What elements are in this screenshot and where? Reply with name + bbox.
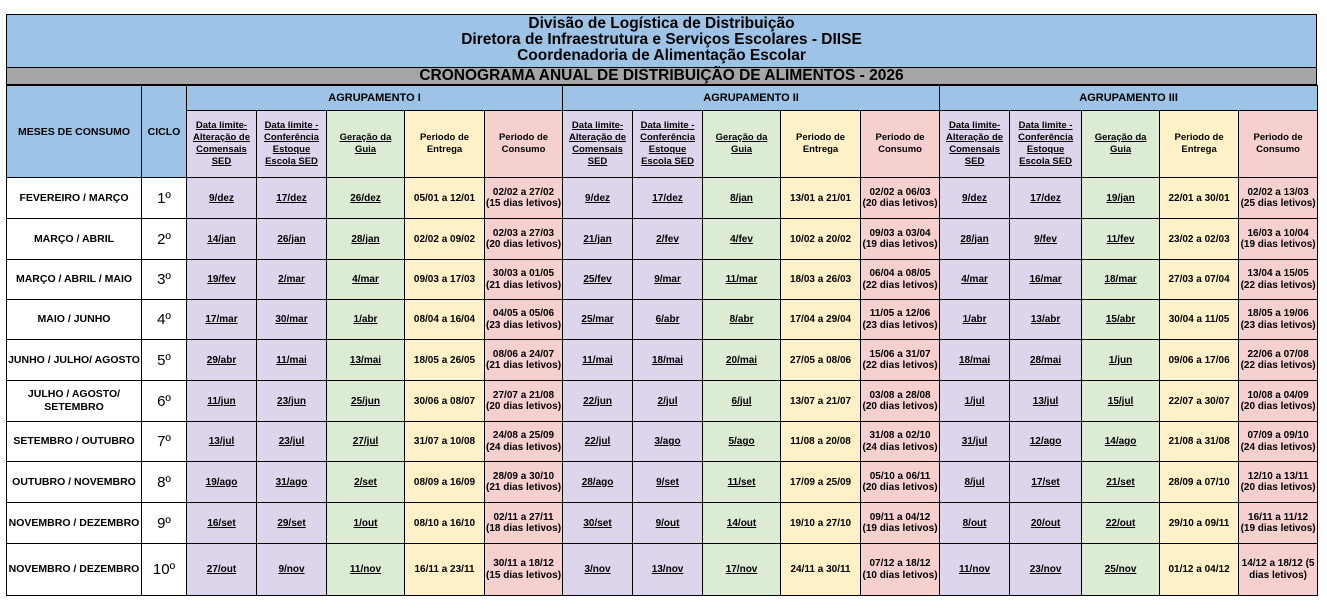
periodo-de-entrega-cell: 13/01 a 21/01	[781, 178, 861, 219]
header-periodo-de-consumo-group-1: Periodo de Consumo	[485, 111, 563, 178]
data-limite-conferencia-cell: 17/dez	[1010, 178, 1082, 219]
geracao-da-guia-cell: 26/dez	[327, 178, 405, 219]
data-limite-conferencia-cell: 9/mar	[633, 260, 703, 300]
periodo-de-consumo-cell: 24/08 a 25/09 (24 dias letivos)	[485, 422, 563, 462]
data-limite-comensais-cell: 1/jul	[940, 381, 1010, 422]
table-row	[7, 381, 1318, 422]
data-limite-conferencia-cell: 13/abr	[1010, 300, 1082, 340]
meses-cell: MARÇO / ABRIL / MAIO	[7, 260, 142, 300]
periodo-de-consumo-cell: 22/06 a 07/08 (22 dias letivos)	[1239, 340, 1318, 381]
data-limite-comensais-cell: 31/jul	[940, 422, 1010, 462]
geracao-da-guia-cell: 20/mai	[703, 340, 781, 381]
ciclo-cell: 6º	[142, 381, 187, 422]
periodo-de-entrega-cell: 18/03 a 26/03	[781, 260, 861, 300]
periodo-de-consumo-cell: 18/05 a 19/06 (23 dias letivos)	[1239, 300, 1318, 340]
header-periodo-de-consumo-group-2: Periodo de Consumo	[861, 111, 940, 178]
header-agrupamento-3: AGRUPAMENTO III	[940, 86, 1318, 111]
table-body	[7, 178, 1318, 596]
meses-cell: FEVEREIRO / MARÇO	[7, 178, 142, 219]
periodo-de-consumo-cell: 13/04 a 15/05 (22 dias letivos)	[1239, 260, 1318, 300]
data-limite-conferencia-cell: 31/ago	[257, 462, 327, 503]
meses-cell: JUNHO / JULHO/ AGOSTO	[7, 340, 142, 381]
ciclo-cell: 2º	[142, 219, 187, 260]
geracao-da-guia-cell: 4/fev	[703, 219, 781, 260]
periodo-de-entrega-cell: 18/05 a 26/05	[405, 340, 485, 381]
periodo-de-entrega-cell: 28/09 a 07/10	[1160, 462, 1239, 503]
geracao-da-guia-cell: 2/set	[327, 462, 405, 503]
periodo-de-consumo-cell: 30/11 a 18/12 (15 dias letivos)	[485, 544, 563, 596]
data-limite-comensais-cell: 1/abr	[940, 300, 1010, 340]
data-limite-comensais-cell: 11/nov	[940, 544, 1010, 596]
periodo-de-entrega-cell: 19/10 a 27/10	[781, 503, 861, 544]
data-limite-comensais-cell: 11/mai	[563, 340, 633, 381]
ciclo-cell: 7º	[142, 422, 187, 462]
geracao-da-guia-cell: 1/abr	[327, 300, 405, 340]
geracao-da-guia-cell: 25/jun	[327, 381, 405, 422]
data-limite-comensais-cell: 8/out	[940, 503, 1010, 544]
periodo-de-consumo-cell: 03/08 a 28/08 (20 dias letivos)	[861, 381, 940, 422]
geracao-da-guia-cell: 25/nov	[1082, 544, 1160, 596]
geracao-da-guia-cell: 8/abr	[703, 300, 781, 340]
header-periodo-de-entrega-group-1: Periodo de Entrega	[405, 111, 485, 178]
table-row	[7, 219, 1318, 260]
header-line-1: Divisão de Logística de Distribuição	[528, 15, 795, 32]
geracao-da-guia-cell: 27/jul	[327, 422, 405, 462]
data-limite-comensais-cell: 19/fev	[187, 260, 257, 300]
data-limite-comensais-cell: 18/mai	[940, 340, 1010, 381]
periodo-de-entrega-cell: 16/11 a 23/11	[405, 544, 485, 596]
data-limite-conferencia-cell: 2/fev	[633, 219, 703, 260]
periodo-de-entrega-cell: 22/01 a 30/01	[1160, 178, 1239, 219]
data-limite-conferencia-cell: 9/out	[633, 503, 703, 544]
periodo-de-entrega-cell: 30/06 a 08/07	[405, 381, 485, 422]
geracao-da-guia-cell: 15/jul	[1082, 381, 1160, 422]
geracao-da-guia-cell: 8/jan	[703, 178, 781, 219]
header-agrupamento-2: AGRUPAMENTO II	[563, 86, 940, 111]
data-limite-conferencia-cell: 17/set	[1010, 462, 1082, 503]
data-limite-comensais-cell: 13/jul	[187, 422, 257, 462]
meses-cell: MARÇO / ABRIL	[7, 219, 142, 260]
periodo-de-entrega-cell: 17/09 a 25/09	[781, 462, 861, 503]
data-limite-conferencia-cell: 9/fev	[1010, 219, 1082, 260]
periodo-de-entrega-cell: 29/10 a 09/11	[1160, 503, 1239, 544]
data-limite-comensais-cell: 9/dez	[563, 178, 633, 219]
periodo-de-consumo-cell: 05/10 a 06/11 (20 dias letivos)	[861, 462, 940, 503]
meses-cell: NOVEMBRO / DEZEMBRO	[7, 544, 142, 596]
periodo-de-consumo-cell: 11/05 a 12/06 (23 dias letivos)	[861, 300, 940, 340]
periodo-de-consumo-cell: 15/06 a 31/07 (22 dias letivos)	[861, 340, 940, 381]
data-limite-conferencia-cell: 3/ago	[633, 422, 703, 462]
header-data-limite-conferencia-group-2: Data limite - Conferência Estoque Escola SED	[633, 111, 703, 178]
periodo-de-consumo-cell: 02/03 a 27/03 (20 dias letivos)	[485, 219, 563, 260]
periodo-de-entrega-cell: 08/10 a 16/10	[405, 503, 485, 544]
header-periodo-de-entrega-group-2: Periodo de Entrega	[781, 111, 861, 178]
schedule-table	[6, 85, 1318, 596]
geracao-da-guia-cell: 13/mai	[327, 340, 405, 381]
periodo-de-entrega-cell: 23/02 a 02/03	[1160, 219, 1239, 260]
data-limite-comensais-cell: 29/abr	[187, 340, 257, 381]
data-limite-comensais-cell: 25/mar	[563, 300, 633, 340]
geracao-da-guia-cell: 21/set	[1082, 462, 1160, 503]
geracao-da-guia-cell: 6/jul	[703, 381, 781, 422]
table-row	[7, 462, 1318, 503]
ciclo-cell: 10º	[142, 544, 187, 596]
table-row	[7, 300, 1318, 340]
periodo-de-entrega-cell: 30/04 a 11/05	[1160, 300, 1239, 340]
data-limite-comensais-cell: 16/set	[187, 503, 257, 544]
periodo-de-consumo-cell: 14/12 a 18/12 (5 dias letivos)	[1239, 544, 1318, 596]
periodo-de-consumo-cell: 12/10 a 13/11 (20 dias letivos)	[1239, 462, 1318, 503]
periodo-de-entrega-cell: 21/08 a 31/08	[1160, 422, 1239, 462]
periodo-de-entrega-cell: 22/07 a 30/07	[1160, 381, 1239, 422]
table-row	[7, 503, 1318, 544]
periodo-de-consumo-cell: 07/09 a 09/10 (24 dias letivos)	[1239, 422, 1318, 462]
periodo-de-entrega-cell: 17/04 a 29/04	[781, 300, 861, 340]
meses-cell: NOVEMBRO / DEZEMBRO	[7, 503, 142, 544]
data-limite-conferencia-cell: 23/jul	[257, 422, 327, 462]
table-row	[7, 340, 1318, 381]
periodo-de-entrega-cell: 27/03 a 07/04	[1160, 260, 1239, 300]
header-data-limite-comensais-group-3: Data limite-Alteração de Comensais SED	[940, 111, 1010, 178]
periodo-de-consumo-cell: 06/04 a 08/05 (22 dias letivos)	[861, 260, 940, 300]
data-limite-conferencia-cell: 12/ago	[1010, 422, 1082, 462]
header-meses-de-consumo: MESES DE CONSUMO	[7, 86, 142, 178]
data-limite-comensais-cell: 30/set	[563, 503, 633, 544]
data-limite-conferencia-cell: 23/nov	[1010, 544, 1082, 596]
periodo-de-consumo-cell: 28/09 a 30/10 (21 dias letivos)	[485, 462, 563, 503]
periodo-de-entrega-cell: 27/05 a 08/06	[781, 340, 861, 381]
geracao-da-guia-cell: 19/jan	[1082, 178, 1160, 219]
geracao-da-guia-cell: 11/fev	[1082, 219, 1160, 260]
data-limite-conferencia-cell: 17/dez	[633, 178, 703, 219]
periodo-de-consumo-cell: 09/03 a 03/04 (19 dias letivos)	[861, 219, 940, 260]
periodo-de-consumo-cell: 04/05 a 05/06 (23 dias letivos)	[485, 300, 563, 340]
data-limite-comensais-cell: 8/jul	[940, 462, 1010, 503]
data-limite-conferencia-cell: 2/jul	[633, 381, 703, 422]
geracao-da-guia-cell: 5/ago	[703, 422, 781, 462]
data-limite-comensais-cell: 19/ago	[187, 462, 257, 503]
data-limite-conferencia-cell: 6/abr	[633, 300, 703, 340]
data-limite-conferencia-cell: 26/jan	[257, 219, 327, 260]
periodo-de-consumo-cell: 02/02 a 27/02 (15 dias letivos)	[485, 178, 563, 219]
geracao-da-guia-cell: 1/out	[327, 503, 405, 544]
table-row	[7, 422, 1318, 462]
geracao-da-guia-cell: 11/mar	[703, 260, 781, 300]
data-limite-conferencia-cell: 17/dez	[257, 178, 327, 219]
periodo-de-entrega-cell: 01/12 a 04/12	[1160, 544, 1239, 596]
periodo-de-entrega-cell: 10/02 a 20/02	[781, 219, 861, 260]
table-row	[7, 178, 1318, 219]
header-geracao-da-guia-group-2: Geração da Guia	[703, 111, 781, 178]
geracao-da-guia-cell: 14/ago	[1082, 422, 1160, 462]
data-limite-comensais-cell: 28/ago	[563, 462, 633, 503]
periodo-de-consumo-cell: 02/02 a 06/03 (20 dias letivos)	[861, 178, 940, 219]
table-head	[7, 86, 1318, 178]
data-limite-comensais-cell: 22/jun	[563, 381, 633, 422]
periodo-de-entrega-cell: 08/04 a 16/04	[405, 300, 485, 340]
meses-cell: OUTUBRO / NOVEMBRO	[7, 462, 142, 503]
data-limite-comensais-cell: 3/nov	[563, 544, 633, 596]
periodo-de-entrega-cell: 24/11 a 30/11	[781, 544, 861, 596]
periodo-de-entrega-cell: 31/07 a 10/08	[405, 422, 485, 462]
data-limite-comensais-cell: 25/fev	[563, 260, 633, 300]
geracao-da-guia-cell: 17/nov	[703, 544, 781, 596]
data-limite-comensais-cell: 9/dez	[187, 178, 257, 219]
periodo-de-consumo-cell: 07/12 a 18/12 (10 dias letivos)	[861, 544, 940, 596]
data-limite-conferencia-cell: 23/jun	[257, 381, 327, 422]
periodo-de-consumo-cell: 08/06 a 24/07 (21 dias letivos)	[485, 340, 563, 381]
data-limite-conferencia-cell: 11/mai	[257, 340, 327, 381]
data-limite-comensais-cell: 17/mar	[187, 300, 257, 340]
data-limite-conferencia-cell: 18/mai	[633, 340, 703, 381]
meses-cell: JULHO / AGOSTO/ SETEMBRO	[7, 381, 142, 422]
data-limite-conferencia-cell: 20/out	[1010, 503, 1082, 544]
header-data-limite-conferencia-group-3: Data limite - Conferência Estoque Escola SED	[1010, 111, 1082, 178]
geracao-da-guia-cell: 18/mar	[1082, 260, 1160, 300]
data-limite-conferencia-cell: 9/set	[633, 462, 703, 503]
header-periodo-de-entrega-group-3: Periodo de Entrega	[1160, 111, 1239, 178]
header-agrupamento-1: AGRUPAMENTO I	[187, 86, 563, 111]
header-data-limite-comensais-group-2: Data limite-Alteração de Comensais SED	[563, 111, 633, 178]
periodo-de-entrega-cell: 02/02 a 09/02	[405, 219, 485, 260]
header-data-limite-comensais-group-1: Data limite-Alteração de Comensais SED	[187, 111, 257, 178]
ciclo-cell: 4º	[142, 300, 187, 340]
periodo-de-consumo-cell: 02/02 a 13/03 (25 dias letivos)	[1239, 178, 1318, 219]
data-limite-comensais-cell: 4/mar	[940, 260, 1010, 300]
data-limite-comensais-cell: 9/dez	[940, 178, 1010, 219]
meses-cell: MAIO / JUNHO	[7, 300, 142, 340]
header-ciclo: CICLO	[142, 86, 187, 178]
periodo-de-consumo-cell: 02/11 a 27/11 (18 dias letivos)	[485, 503, 563, 544]
data-limite-comensais-cell: 28/jan	[940, 219, 1010, 260]
data-limite-comensais-cell: 21/jan	[563, 219, 633, 260]
column-header-row	[7, 111, 1318, 178]
data-limite-conferencia-cell: 29/set	[257, 503, 327, 544]
header-line-2: Diretora de Infraestrutura e Serviços Escolares - DIISE	[461, 31, 862, 48]
geracao-da-guia-cell: 11/set	[703, 462, 781, 503]
data-limite-conferencia-cell: 2/mar	[257, 260, 327, 300]
periodo-de-entrega-cell: 05/01 a 12/01	[405, 178, 485, 219]
data-limite-conferencia-cell: 13/nov	[633, 544, 703, 596]
ciclo-cell: 8º	[142, 462, 187, 503]
geracao-da-guia-cell: 1/jun	[1082, 340, 1160, 381]
periodo-de-consumo-cell: 16/11 a 11/12 (19 dias letivos)	[1239, 503, 1318, 544]
data-limite-comensais-cell: 14/jan	[187, 219, 257, 260]
data-limite-comensais-cell: 22/jul	[563, 422, 633, 462]
meses-cell: SETEMBRO / OUTUBRO	[7, 422, 142, 462]
periodo-de-entrega-cell: 09/06 a 17/06	[1160, 340, 1239, 381]
periodo-de-consumo-cell: 30/03 a 01/05 (21 dias letivos)	[485, 260, 563, 300]
data-limite-comensais-cell: 11/jun	[187, 381, 257, 422]
periodo-de-consumo-cell: 09/11 a 04/12 (19 dias letivos)	[861, 503, 940, 544]
geracao-da-guia-cell: 15/abr	[1082, 300, 1160, 340]
periodo-de-entrega-cell: 11/08 a 20/08	[781, 422, 861, 462]
header-data-limite-conferencia-group-1: Data limite - Conferência Estoque Escola SED	[257, 111, 327, 178]
periodo-de-consumo-cell: 27/07 a 21/08 (20 dias letivos)	[485, 381, 563, 422]
header-line-3: Coordenadoria de Alimentação Escolar	[517, 47, 806, 64]
ciclo-cell: 9º	[142, 503, 187, 544]
data-limite-conferencia-cell: 30/mar	[257, 300, 327, 340]
header-periodo-de-consumo-group-3: Periodo de Consumo	[1239, 111, 1318, 178]
data-limite-conferencia-cell: 13/jul	[1010, 381, 1082, 422]
schedule-title: CRONOGRAMA ANUAL DE DISTRIBUIÇÃO DE ALIMENTOS - 2026	[6, 67, 1317, 85]
periodo-de-consumo-cell: 31/08 a 02/10 (24 dias letivos)	[861, 422, 940, 462]
periodo-de-entrega-cell: 13/07 a 21/07	[781, 381, 861, 422]
document-header	[6, 14, 1317, 67]
geracao-da-guia-cell: 22/out	[1082, 503, 1160, 544]
table-row	[7, 260, 1318, 300]
schedule-sheet	[6, 14, 1317, 596]
periodo-de-consumo-cell: 16/03 a 10/04 (19 dias letivos)	[1239, 219, 1318, 260]
data-limite-conferencia-cell: 9/nov	[257, 544, 327, 596]
geracao-da-guia-cell: 14/out	[703, 503, 781, 544]
ciclo-cell: 5º	[142, 340, 187, 381]
table-row	[7, 544, 1318, 596]
header-geracao-da-guia-group-3: Geração da Guia	[1082, 111, 1160, 178]
ciclo-cell: 1º	[142, 178, 187, 219]
periodo-de-entrega-cell: 09/03 a 17/03	[405, 260, 485, 300]
data-limite-conferencia-cell: 28/mai	[1010, 340, 1082, 381]
data-limite-conferencia-cell: 16/mar	[1010, 260, 1082, 300]
header-geracao-da-guia-group-1: Geração da Guia	[327, 111, 405, 178]
geracao-da-guia-cell: 28/jan	[327, 219, 405, 260]
ciclo-cell: 3º	[142, 260, 187, 300]
geracao-da-guia-cell: 4/mar	[327, 260, 405, 300]
geracao-da-guia-cell: 11/nov	[327, 544, 405, 596]
periodo-de-consumo-cell: 10/08 a 04/09 (20 dias letivos)	[1239, 381, 1318, 422]
data-limite-comensais-cell: 27/out	[187, 544, 257, 596]
periodo-de-entrega-cell: 08/09 a 16/09	[405, 462, 485, 503]
